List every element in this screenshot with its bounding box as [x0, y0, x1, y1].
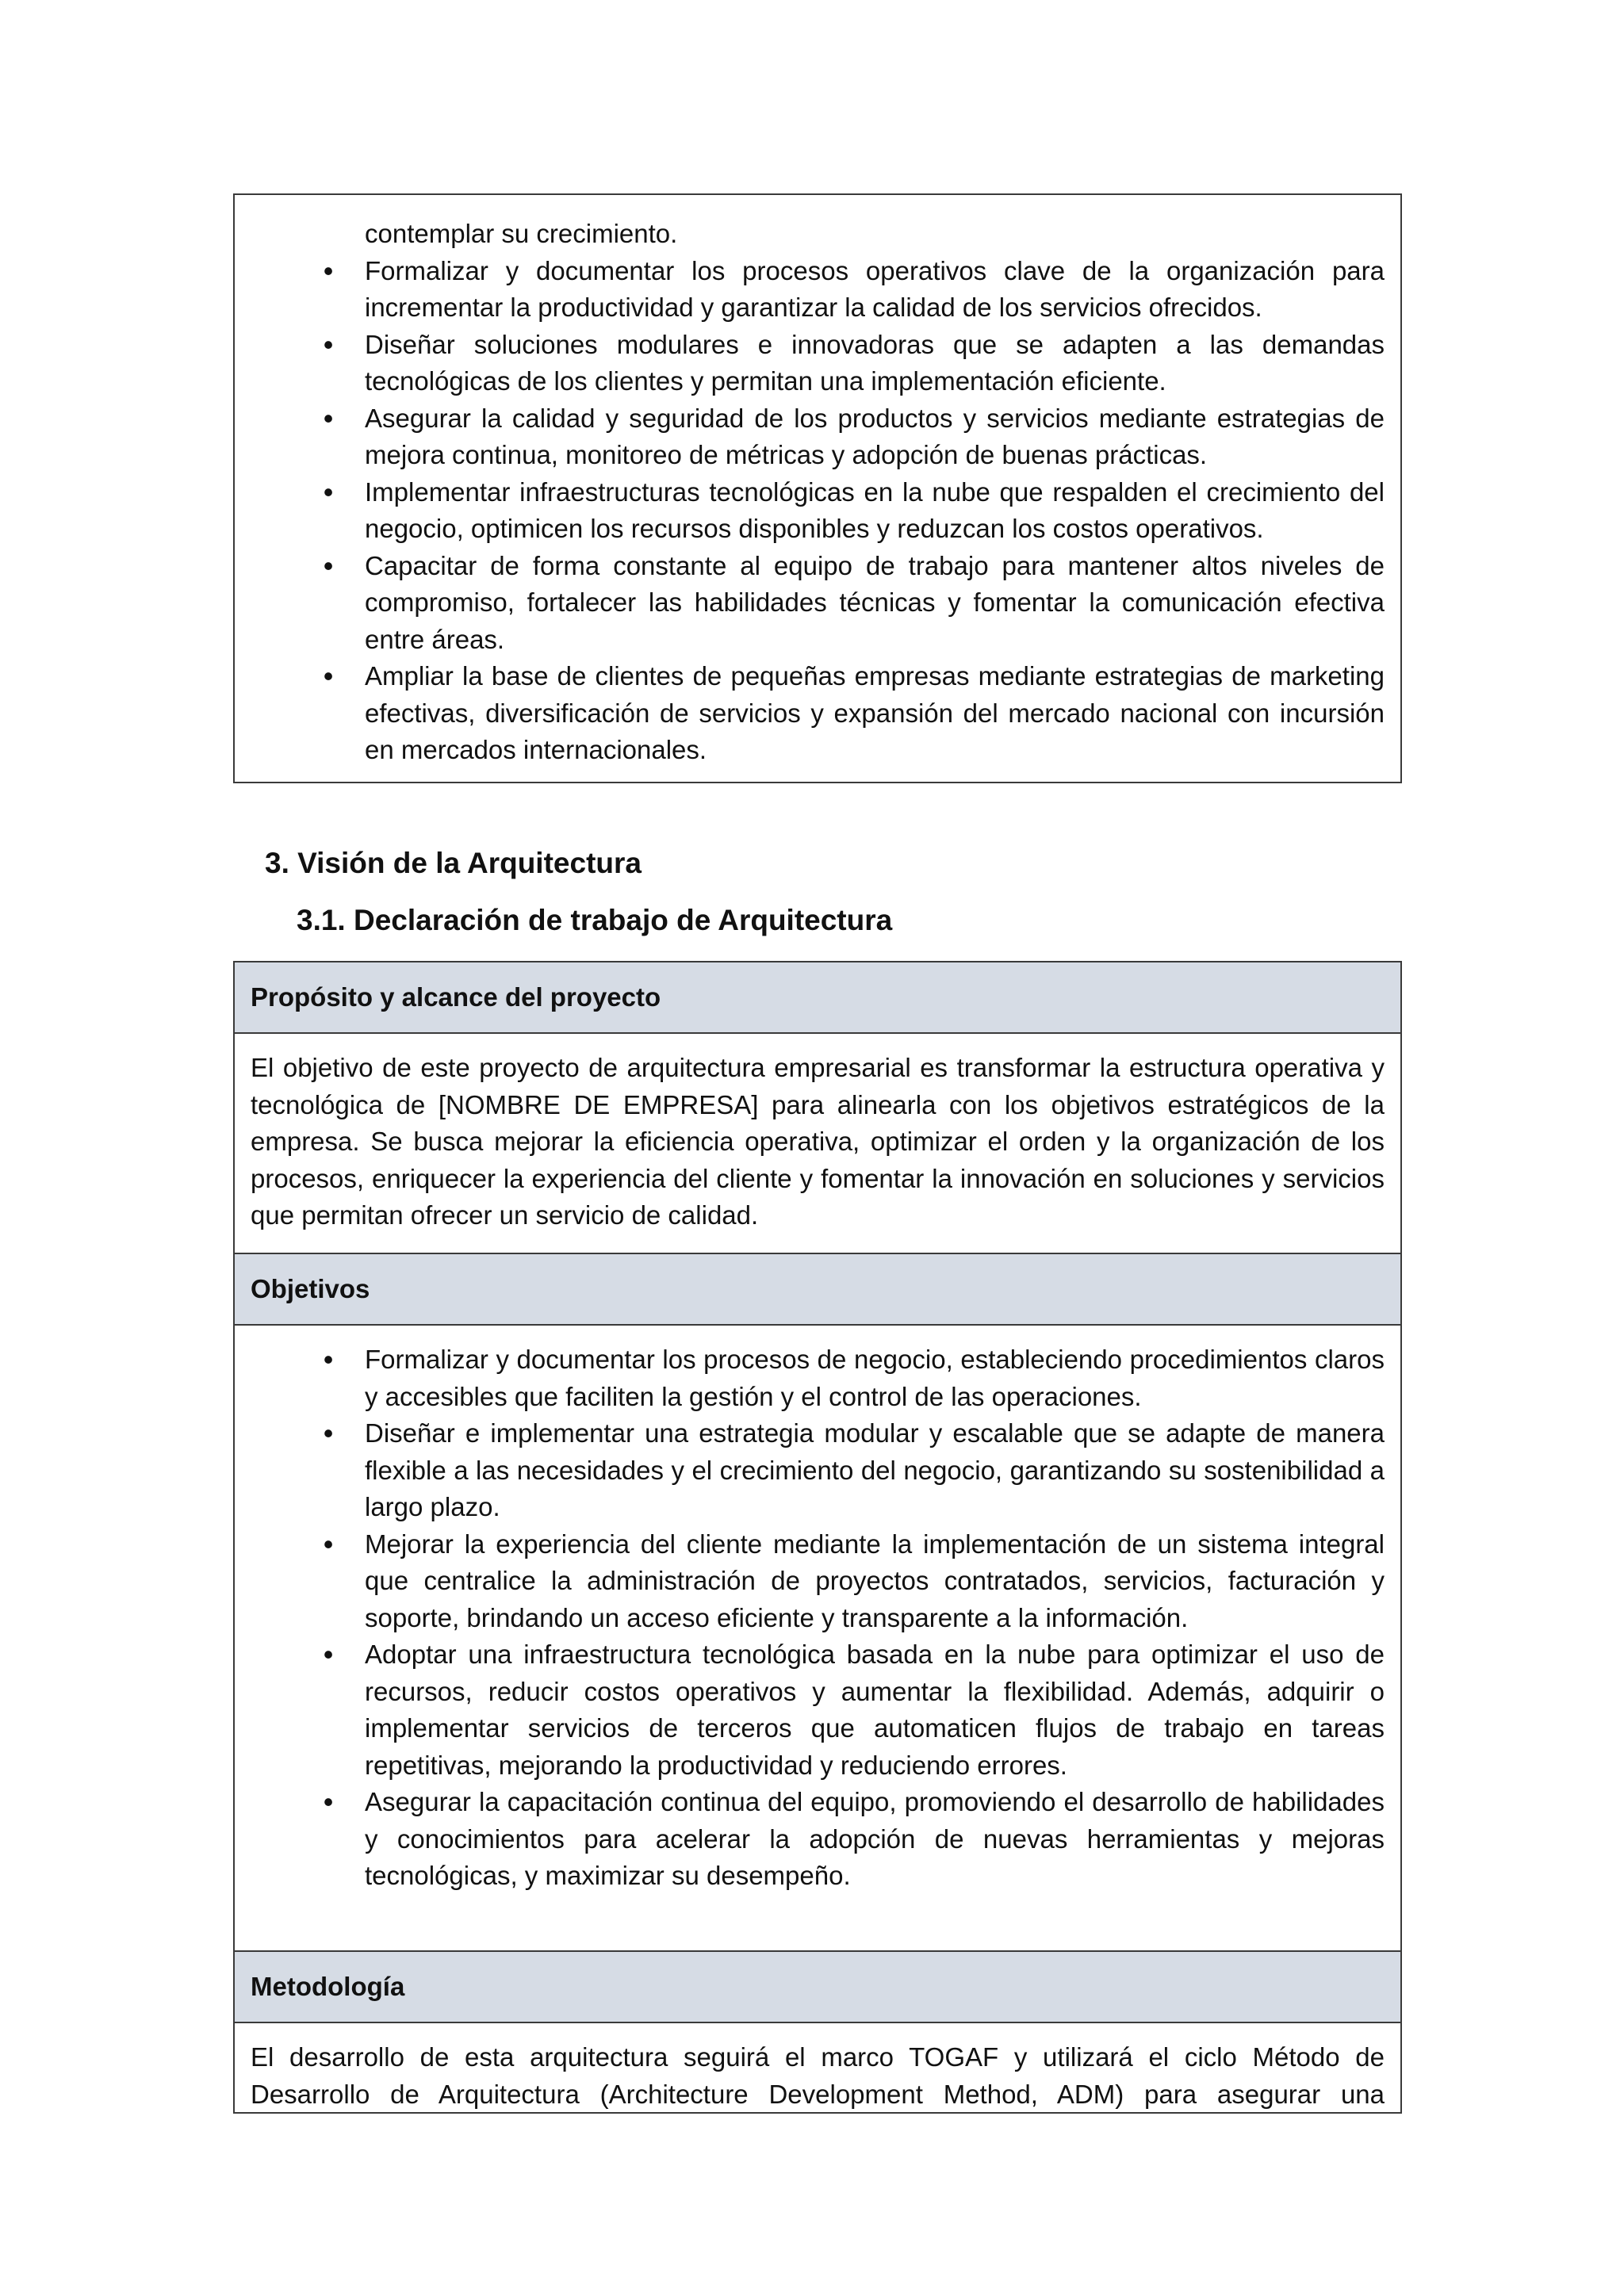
methodology-header-cell: [235, 1952, 1400, 2023]
bullet-icon: [312, 1526, 344, 1564]
list-item: • Formalizar y documentar los procesos operativos clave de la organización para incrementar la productividad y garantizar la calidad de los servicios ofrecidos.: [251, 253, 1385, 327]
section-heading: 3. Visión de la Arquitectura: [265, 847, 642, 879]
list-item: • Ampliar la base de clientes de pequeñas empresas mediante estrategias de marketing efectivas, diversificación de servicios y expansión del mercado nacional con incursión en mercados internacionales.: [251, 658, 1385, 769]
bullet-icon: [312, 1341, 344, 1380]
methodology-text: El desarrollo de esta arquitectura seguirá el marco TOGAF y utilizará el ciclo Método de Desarrollo de Arquitectura (Architecture Development Method, ADM) para asegurar una: [251, 2042, 1385, 2109]
objectives-content-cell: [235, 1326, 1400, 1952]
bullet-icon: [312, 548, 344, 586]
bullet-icon: [312, 1636, 344, 1674]
bullet-icon: [312, 658, 344, 696]
list-item: • Asegurar la calidad y seguridad de los productos y servicios mediante estrategias de mejora continua, monitoreo de métricas y adopción de buenas prácticas.: [251, 400, 1385, 474]
list-item: • Asegurar la capacitación continua del equipo, promoviendo el desarrollo de habilidades y conocimientos para acelerar la adopción de nuevas herramientas y mejoras tecnológicas, y maximizar su desempeño.: [251, 1784, 1385, 1895]
bullet-icon: [312, 327, 344, 365]
bullet-icon: [312, 474, 344, 512]
purpose-content-cell: [235, 1034, 1400, 1254]
list-item: • Adoptar una infraestructura tecnológica basada en la nube para optimizar el uso de recursos, reducir costos operativos y aumentar la flexibilidad. Además, adquirir o implementar servicios de terceros que automaticen flujos de trabajo en tareas repetitivas, mejorando la productividad y reduciendo errores.: [251, 1636, 1385, 1784]
objectives-bullet-list: [251, 1341, 1385, 1895]
list-item: • Mejorar la experiencia del cliente mediante la implementación de un sistema integral que centralice la administración de proyectos contratados, servicios, facturación y soporte, brindando un acceso eficiente y transparente a la información.: [251, 1526, 1385, 1637]
continuation-lead-text: contemplar su crecimiento.: [365, 219, 678, 248]
architecture-work-statement-table: [233, 961, 1402, 2114]
bullet-icon: [312, 1415, 344, 1453]
purpose-text: El objetivo de este proyecto de arquitectura empresarial es transformar la estructura operativa y tecnológica de [NOMBRE DE EMPRESA] para alinearla con los objetivos estratégicos de la empresa. Se busca mejorar la eficiencia operativa, optimizar el orden y la organización de los procesos, enriquecer la experiencia del cliente y fomentar la innovación en soluciones y servicios que permitan ofrecer un servicio de calidad.: [251, 1053, 1385, 1230]
subsection-heading: 3.1. Declaración de trabajo de Arquitectura: [297, 904, 893, 936]
bullet-icon: [312, 253, 344, 291]
purpose-header-cell: [235, 962, 1400, 1034]
bullet-icon: [312, 1784, 344, 1822]
objectives-header-cell: [235, 1254, 1400, 1326]
list-item: • Diseñar e implementar una estrategia modular y escalable que se adapte de manera flexible a las necesidades y el crecimiento del negocio, garantizando su sostenibilidad a largo plazo.: [251, 1415, 1385, 1526]
list-item: • Capacitar de forma constante al equipo de trabajo para mantener altos niveles de compromiso, fortalecer las habilidades técnicas y fomentar la comunicación efectiva entre áreas.: [251, 548, 1385, 659]
continuation-bullet-list: [251, 253, 1385, 769]
bullet-icon: [312, 400, 344, 438]
purpose-header-label: Propósito y alcance del proyecto: [251, 982, 661, 1012]
objectives-header-label: Objetivos: [251, 1274, 370, 1303]
list-item: • Diseñar soluciones modulares e innovadoras que se adapten a las demandas tecnológicas de los clientes y permitan una implementación eficiente.: [251, 327, 1385, 400]
objectives-continuation-box: [233, 193, 1402, 783]
list-item: • Formalizar y documentar los procesos de negocio, estableciendo procedimientos claros y accesibles que faciliten la gestión y el control de las operaciones.: [251, 1341, 1385, 1415]
methodology-content-cell: [235, 2023, 1400, 2110]
list-item: • Implementar infraestructuras tecnológicas en la nube que respalden el crecimiento del negocio, optimicen los recursos disponibles y reduzcan los costos operativos.: [251, 474, 1385, 548]
methodology-header-label: Metodología: [251, 1972, 405, 2001]
